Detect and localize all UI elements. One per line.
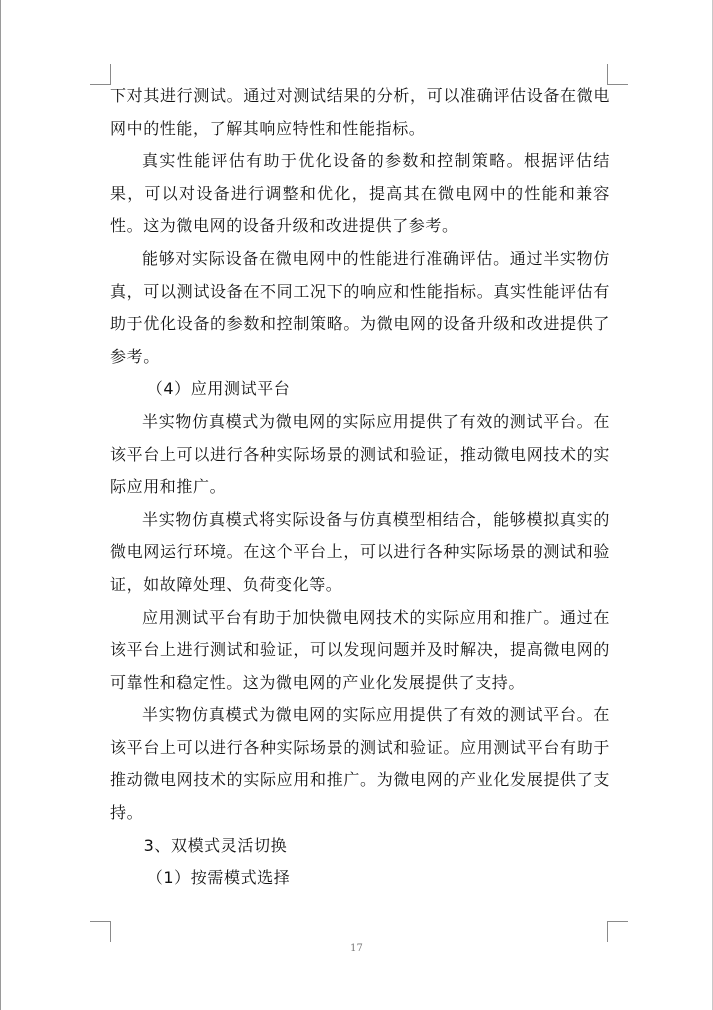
- paragraph: 能够对实际设备在微电网中的性能进行准确评估。通过半实物仿真，可以测试设备在不同工况下的响应和性能指标。真实性能评估有助于优化设备的参数和控制策略。为微电网的设备升级和改进提供了参考。: [110, 248, 610, 366]
- margin-corner-mark-bottom-right: [607, 921, 628, 942]
- margin-corner-mark-top-right: [607, 64, 628, 85]
- paragraph: 真实性能评估有助于优化设备的参数和控制策略。根据评估结果，可以对设备进行调整和优化，提高其在微电网中的性能和兼容性。这为微电网的设备升级和改进提供了参考。: [110, 151, 610, 236]
- margin-corner-mark-bottom-left: [90, 921, 111, 942]
- paragraph-continuation: 下对其进行测试。通过对测试结果的分析，可以准确评估设备在微电网中的性能，了解其响应特性和性能指标。: [110, 86, 610, 138]
- page-edge-left: [0, 0, 1, 1010]
- margin-corner-mark-top-left: [90, 64, 111, 85]
- paragraph: 半实物仿真模式为微电网的实际应用提供了有效的测试平台。在该平台上可以进行各种实际场景的测试和验证。应用测试平台有助于推动微电网技术的实际应用和推广。为微电网的产业化发展提供了支持。: [110, 705, 610, 823]
- page-number: 17: [350, 943, 363, 954]
- paragraph: 半实物仿真模式为微电网的实际应用提供了有效的测试平台。在该平台上可以进行各种实际场景的测试和验证，推动微电网技术的实际应用和推广。: [110, 411, 610, 497]
- subheading: （4）应用测试平台: [146, 379, 291, 399]
- section-heading: 3、双模式灵活切换: [143, 835, 288, 855]
- paragraph: 半实物仿真模式将实际设备与仿真模型相结合，能够模拟真实的微电网运行环境。在这个平台上，可以进行各种实际场景的测试和验证，如故障处理、负荷变化等。: [110, 509, 610, 594]
- paragraph: 应用测试平台有助于加快微电网技术的实际应用和推广。通过在该平台上进行测试和验证，可以发现问题并及时解决，提高微电网的可靠性和稳定性。这为微电网的产业化发展提供了支持。: [110, 607, 610, 692]
- subheading: （1）按需模式选择: [146, 868, 291, 888]
- document-body: [110, 80, 610, 895]
